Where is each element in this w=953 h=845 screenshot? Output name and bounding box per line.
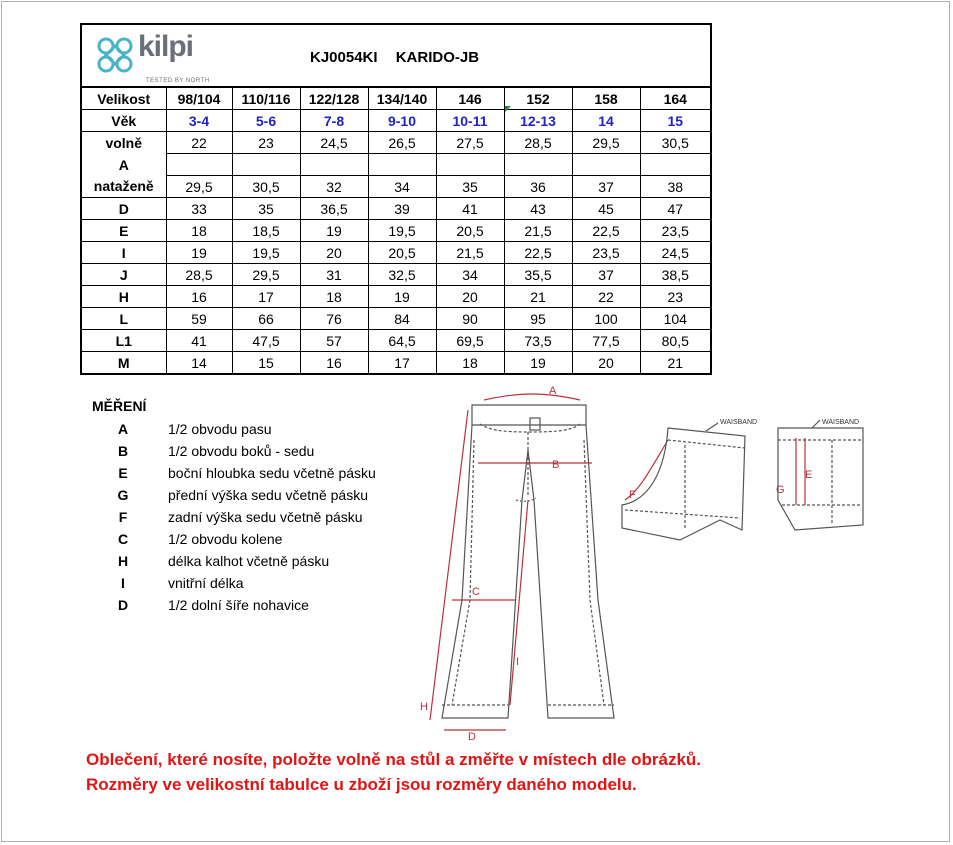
value-cell: 64,5 [368,330,436,352]
value-cell: 33 [166,198,232,220]
value-cell: 32 [300,176,368,198]
dim-label-g: G [776,484,785,496]
value-cell: 84 [368,308,436,330]
value-cell: 30,5 [232,176,300,198]
model-title [310,48,493,68]
measurement-code: E [118,465,128,481]
row-label: volně [81,132,166,154]
row-label: Věk [81,110,166,132]
value-cell: 38,5 [640,264,711,286]
table-row [81,220,711,242]
size-cell: 158 [572,87,640,110]
model-code: KJ0054KI [310,49,378,66]
sizes-row [81,87,711,110]
instruction-line: Oblečení, které nosíte, položte volně na stůl a změřte v místech dle obrázků. [86,750,702,769]
value-cell [572,154,640,176]
value-cell: 18,5 [232,220,300,242]
dim-label-d: D [468,731,476,743]
row-label: D [81,198,166,220]
value-cell [368,154,436,176]
table-row [81,176,711,198]
value-cell: 15 [232,352,300,375]
age-cell: 9-10 [368,110,436,132]
value-cell: 31 [300,264,368,286]
value-cell [232,154,300,176]
value-cell: 90 [436,308,504,330]
dim-label-h: H [420,701,428,713]
measurement-description: zadní výška sedu včetně pásku [168,509,363,525]
age-cell: 7-8 [300,110,368,132]
dim-label-i: I [516,656,520,668]
value-cell: 45 [572,198,640,220]
measurements-title: MĚŘENÍ [92,398,147,414]
value-cell: 27,5 [436,132,504,154]
table-row [81,308,711,330]
value-cell: 66 [232,308,300,330]
kilpi-logo [94,30,214,84]
table-header-cell [81,24,711,87]
value-cell: 35 [232,198,300,220]
age-cell: 5-6 [232,110,300,132]
row-label: E [81,220,166,242]
size-cell: 122/128 [300,87,368,110]
cell-comment-marker [505,106,511,112]
table-row [81,330,711,352]
value-cell: 34 [436,264,504,286]
measurement-description: délka kalhot včetně pásku [168,553,330,569]
value-cell: 21 [504,286,572,308]
age-cell: 3-4 [166,110,232,132]
value-cell: 21,5 [436,242,504,264]
table-row [81,132,711,154]
row-label: J [81,264,166,286]
value-cell: 20,5 [368,242,436,264]
measurement-code: C [117,531,129,547]
value-cell: 17 [368,352,436,375]
value-cell: 104 [640,308,711,330]
size-cell: 110/116 [232,87,300,110]
row-label: Velikost [81,87,166,110]
value-cell: 57 [300,330,368,352]
measurement-code: B [117,443,129,459]
row-label: H [81,286,166,308]
value-cell: 22,5 [572,220,640,242]
row-label: L [81,308,166,330]
value-cell [300,154,368,176]
row-label: I [81,242,166,264]
value-cell: 20 [572,352,640,375]
value-cell: 35,5 [504,264,572,286]
value-cell: 20,5 [436,220,504,242]
waistband-label-back: WAISBAND [720,419,758,426]
value-cell [166,154,232,176]
knot-icon [94,34,136,76]
value-cell: 39 [368,198,436,220]
value-cell: 77,5 [572,330,640,352]
table-header-row [81,24,711,87]
size-cell: 98/104 [166,87,232,110]
dim-label-f: F [629,489,636,501]
value-cell: 14 [166,352,232,375]
measurement-description: 1/2 dolní šíře nohavice [168,597,309,613]
table-row [81,264,711,286]
value-cell: 28,5 [166,264,232,286]
value-cell: 41 [166,330,232,352]
age-cell: 10-11 [436,110,504,132]
size-cell: 134/140 [368,87,436,110]
measurement-code: G [117,487,129,503]
value-cell: 18 [166,220,232,242]
row-label: L1 [81,330,166,352]
value-cell: 21 [640,352,711,375]
row-label: A [81,154,166,176]
measurement-description: 1/2 obvodu pasu [168,421,272,437]
value-cell: 34 [368,176,436,198]
value-cell: 26,5 [368,132,436,154]
table-row [81,242,711,264]
measurement-code: D [117,597,129,613]
value-cell: 19 [368,286,436,308]
value-cell: 24,5 [640,242,711,264]
value-cell: 36 [504,176,572,198]
value-cell: 28,5 [504,132,572,154]
dim-label-b: B [552,459,560,471]
value-cell: 18 [300,286,368,308]
table-row [81,198,711,220]
value-cell: 29,5 [232,264,300,286]
value-cell: 20 [436,286,504,308]
value-cell: 41 [436,198,504,220]
value-cell: 16 [300,352,368,375]
value-cell: 30,5 [640,132,711,154]
measurement-description: boční hloubka sedu včetně pásku [168,465,376,481]
waistband-label-side: WAISBAND [822,419,860,426]
value-cell: 59 [166,308,232,330]
dim-label-e: E [805,469,813,481]
value-cell: 23,5 [572,242,640,264]
row-label: M [81,352,166,375]
table-row [81,352,711,375]
value-cell: 22 [572,286,640,308]
value-cell: 19,5 [232,242,300,264]
measurement-description: vnitřní délka [168,575,244,591]
value-cell: 19,5 [368,220,436,242]
table-row [81,154,711,176]
value-cell [504,154,572,176]
value-cell: 73,5 [504,330,572,352]
measurement-description: přední výška sedu včetně pásku [168,487,369,503]
value-cell: 36,5 [300,198,368,220]
value-cell: 35 [436,176,504,198]
value-cell: 19 [504,352,572,375]
size-chart-table [80,23,712,375]
value-cell: 20 [300,242,368,264]
value-cell [436,154,504,176]
dim-label-c: C [472,586,480,598]
value-cell: 47 [640,198,711,220]
value-cell: 21,5 [504,220,572,242]
value-cell: 22,5 [504,242,572,264]
instructions-block [86,747,701,797]
age-cell: 14 [572,110,640,132]
value-cell: 37 [572,176,640,198]
value-cell: 100 [572,308,640,330]
ages-row [81,110,711,132]
size-cell: 164 [640,87,711,110]
value-cell: 69,5 [436,330,504,352]
value-cell: 23 [232,132,300,154]
age-cell: 12-13 [504,110,572,132]
dim-label-a: A [549,385,557,397]
logo-tagline: TESTED BY NORTH [146,78,210,84]
size-cell: 152 [504,87,572,110]
measurement-code: A [117,421,129,437]
value-cell: 37 [572,264,640,286]
value-cell: 29,5 [572,132,640,154]
value-cell: 19 [166,242,232,264]
value-cell: 47,5 [232,330,300,352]
value-cell: 24,5 [300,132,368,154]
value-cell: 43 [504,198,572,220]
value-cell: 17 [232,286,300,308]
measurement-code: H [117,553,129,569]
value-cell: 80,5 [640,330,711,352]
measurement-code: I [121,575,125,591]
table-row [81,286,711,308]
row-label: nataženě [81,176,166,198]
measurement-description: 1/2 obvodu boků - sedu [168,443,315,459]
size-cell: 146 [436,87,504,110]
value-cell: 29,5 [166,176,232,198]
value-cell: 23 [640,286,711,308]
instruction-line: Rozměry ve velikostní tabulce u zboží jsou rozměry daného modelu. [86,775,637,794]
value-cell: 22 [166,132,232,154]
value-cell: 23,5 [640,220,711,242]
value-cell: 18 [436,352,504,375]
value-cell: 32,5 [368,264,436,286]
logo-wordmark: kilpi [138,30,194,63]
value-cell [640,154,711,176]
measurement-description: 1/2 obvodu kolene [168,531,283,547]
value-cell: 95 [504,308,572,330]
value-cell: 76 [300,308,368,330]
age-cell: 15 [640,110,711,132]
value-cell: 16 [166,286,232,308]
value-cell: 38 [640,176,711,198]
value-cell: 19 [300,220,368,242]
model-name: KARIDO-JB [395,49,480,66]
measurement-code: F [118,509,128,525]
